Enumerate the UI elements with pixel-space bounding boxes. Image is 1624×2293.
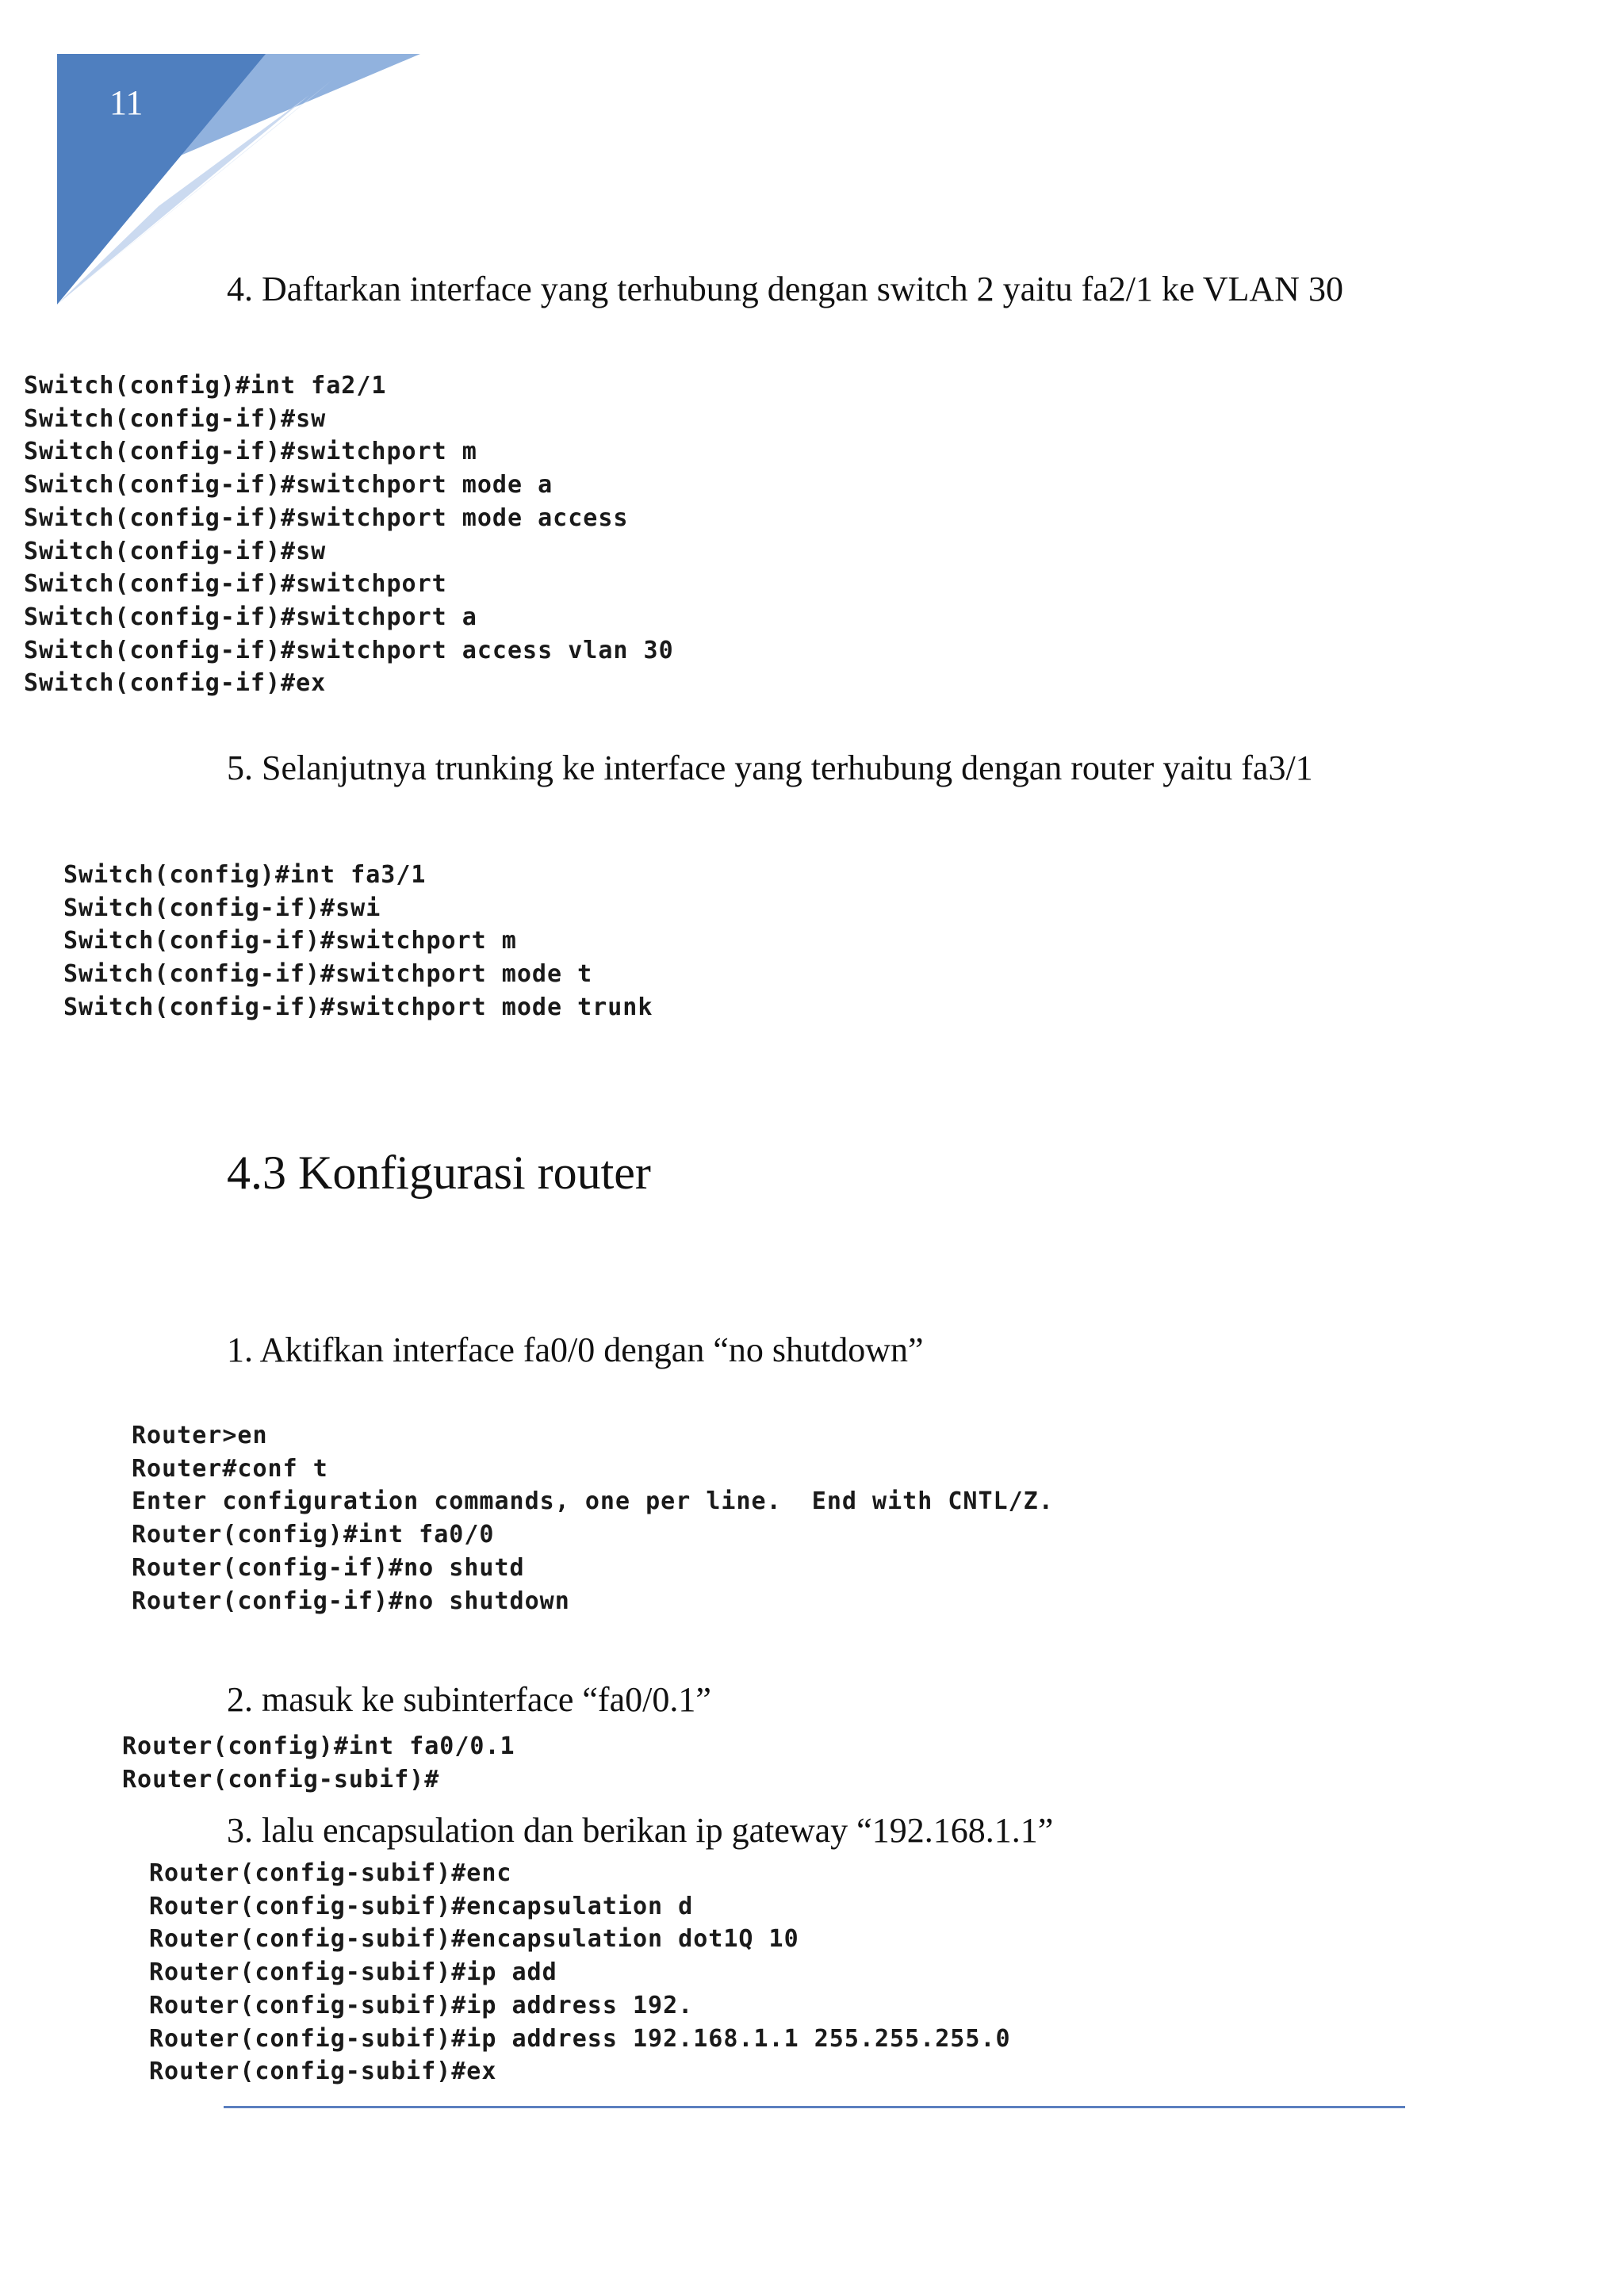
code-line: Switch(config-if)#switchport a xyxy=(24,603,477,631)
router1-code-block xyxy=(132,1419,1054,1617)
code-line: Router>en xyxy=(132,1422,268,1449)
code-line: Router#conf t xyxy=(132,1454,328,1483)
code-line: Switch(config-if)#switchport m xyxy=(24,438,477,466)
router2-text: 2. masuk ke subinterface “fa0/0.1” xyxy=(227,1680,711,1719)
step5-code-block xyxy=(63,859,653,1024)
code-line: Router(config-subif)#ex xyxy=(149,2058,497,2086)
code-line: Router(config-subif)#encapsulation d xyxy=(149,1892,694,1920)
router3-code-block xyxy=(149,1857,1011,2088)
code-line: Router(config-if)#no shutdown xyxy=(132,1587,570,1615)
code-line: Switch(config-if)#switchport mode a xyxy=(24,471,553,500)
code-line: Router(config)#int fa0/0 xyxy=(132,1521,495,1549)
section-heading: 4.3 Konfigurasi router xyxy=(227,1146,651,1199)
code-line: Router(config-subif)#enc xyxy=(149,1859,512,1887)
code-line: Switch(config-if)#switchport mode t xyxy=(63,960,593,989)
code-line: Router(config-if)#no shutd xyxy=(132,1553,525,1582)
page-number: 11 xyxy=(109,83,144,122)
code-line: Switch(config-if)#switchport mode trunk xyxy=(63,993,653,1021)
router1-text: 1. Aktifkan interface fa0/0 dengan “no shutdown” xyxy=(227,1330,924,1369)
code-line: Enter configuration commands, one per line. End with CNTL/Z. xyxy=(132,1487,1054,1516)
router2-code-block xyxy=(122,1730,515,1796)
step4-text: 4. Daftarkan interface yang terhubung dengan switch 2 yaitu fa2/1 ke VLAN 30 xyxy=(227,270,1343,308)
code-line: Switch(config-if)#ex xyxy=(24,669,327,698)
code-line: Switch(config-if)#switchport xyxy=(24,570,447,599)
router3-text: 3. lalu encapsulation dan berikan ip gateway “192.168.1.1” xyxy=(227,1811,1054,1850)
step4-code-block xyxy=(24,369,674,700)
step5-text: 5. Selanjutnya trunking ke interface yang terhubung dengan router yaitu fa3/1 xyxy=(227,748,1313,787)
code-line: Switch(config)#int fa2/1 xyxy=(24,372,387,400)
code-line: Switch(config-if)#swi xyxy=(63,894,381,922)
code-line: Switch(config-if)#switchport m xyxy=(63,927,517,955)
code-line: Switch(config-if)#sw xyxy=(24,404,327,433)
code-line: Switch(config)#int fa3/1 xyxy=(63,861,427,889)
code-line: Router(config-subif)#encapsulation dot1Q 10 xyxy=(149,1925,799,1954)
code-line: Router(config-subif)#ip add xyxy=(149,1958,557,1987)
code-line: Router(config)#int fa0/0.1 xyxy=(122,1732,515,1760)
code-line: Router(config-subif)#ip address 192.168.1.1 255.255.255.0 xyxy=(149,2024,1011,2053)
footer-rule xyxy=(224,2106,1405,2108)
code-line: Router(config-subif)#ip address 192. xyxy=(149,1991,694,2019)
code-line: Router(config-subif)# xyxy=(122,1765,440,1793)
code-line: Switch(config-if)#switchport mode access xyxy=(24,503,629,532)
code-line: Switch(config-if)#switchport access vlan 30 xyxy=(24,636,674,664)
code-line: Switch(config-if)#sw xyxy=(24,537,327,565)
